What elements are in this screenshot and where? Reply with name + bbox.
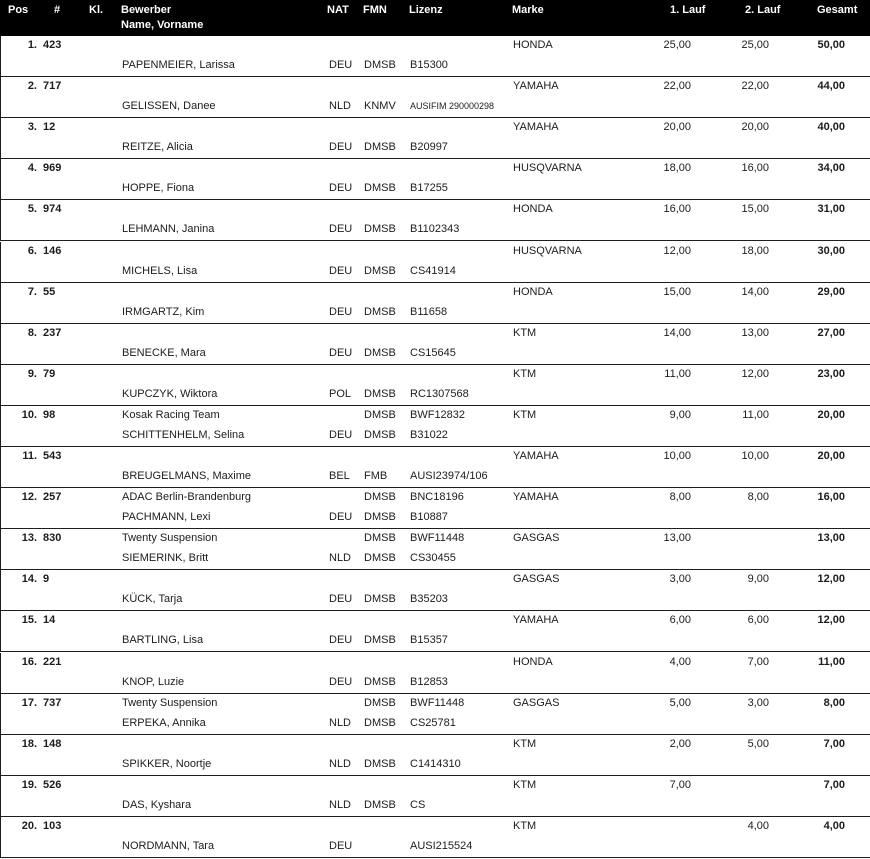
nationality: DEU bbox=[329, 675, 353, 688]
team-license: BNC18196 bbox=[410, 491, 464, 504]
header-race2: 2. Lauf bbox=[745, 4, 781, 16]
rider-fmn: KNMV bbox=[364, 100, 396, 113]
brand: YAMAHA bbox=[513, 80, 559, 93]
rider-name: LEHMANN, Janina bbox=[122, 223, 215, 236]
race1-points: 18,00 bbox=[663, 162, 691, 175]
nationality: NLD bbox=[329, 757, 352, 770]
brand: KTM bbox=[513, 326, 537, 339]
race2-points: 9,00 bbox=[747, 573, 769, 586]
position: 15. bbox=[21, 614, 37, 627]
rider-license: C1414310 bbox=[410, 757, 461, 770]
total-points: 30,00 bbox=[817, 244, 845, 257]
rider-license: B15357 bbox=[410, 634, 448, 647]
table-row bbox=[0, 242, 870, 283]
start-number: 146 bbox=[43, 244, 62, 257]
team-fmn: DMSB bbox=[364, 408, 396, 421]
rider-fmn: DMSB bbox=[364, 182, 396, 195]
rider-name: BENECKE, Mara bbox=[122, 346, 206, 359]
brand: KTM bbox=[513, 408, 537, 421]
position: 20. bbox=[21, 819, 37, 832]
nationality: DEU bbox=[329, 346, 353, 359]
start-number: 717 bbox=[43, 80, 62, 93]
team-fmn: DMSB bbox=[364, 491, 396, 504]
race1-points: 12,00 bbox=[663, 244, 691, 257]
start-number: 830 bbox=[43, 532, 62, 545]
position: 9. bbox=[27, 367, 37, 380]
brand: YAMAHA bbox=[513, 491, 559, 504]
table-row bbox=[0, 653, 870, 694]
rider-license: B10887 bbox=[410, 511, 448, 524]
race2-points: 8,00 bbox=[747, 491, 769, 504]
total-points: 4,00 bbox=[823, 819, 845, 832]
position: 7. bbox=[27, 285, 37, 298]
race1-points: 10,00 bbox=[663, 450, 691, 462]
rider-license: AUSIFIM 290000298 bbox=[410, 101, 495, 112]
rider-name: BARTLING, Lisa bbox=[122, 634, 204, 647]
team-name: Kosak Racing Team bbox=[122, 408, 220, 421]
race1-points: 11,00 bbox=[664, 367, 691, 380]
brand: GASGAS bbox=[513, 532, 560, 545]
position: 3. bbox=[27, 121, 37, 134]
start-number: 237 bbox=[43, 326, 62, 339]
rider-name: HOPPE, Fiona bbox=[122, 182, 195, 195]
rider-fmn: FMB bbox=[364, 470, 388, 482]
rider-fmn: DMSB bbox=[364, 511, 396, 524]
start-number: 14 bbox=[43, 614, 56, 627]
total-points: 11,00 bbox=[818, 655, 845, 668]
header-brand: Marke bbox=[512, 4, 544, 16]
rider-license: B12853 bbox=[410, 675, 448, 688]
nationality: DEU bbox=[329, 141, 353, 154]
table-row bbox=[0, 570, 870, 611]
start-number: 543 bbox=[43, 450, 62, 462]
total-points: 20,00 bbox=[817, 408, 845, 421]
start-number: 103 bbox=[43, 819, 62, 832]
nationality: DEU bbox=[329, 593, 353, 606]
table-row bbox=[0, 776, 870, 817]
race2-points: 5,00 bbox=[747, 737, 769, 750]
race2-points: 22,00 bbox=[741, 80, 769, 93]
race1-points: 6,00 bbox=[669, 614, 691, 627]
nationality: NLD bbox=[329, 798, 352, 811]
race1-points: 14,00 bbox=[663, 326, 691, 339]
position: 12. bbox=[21, 491, 37, 504]
nationality: DEU bbox=[329, 634, 353, 647]
table-row bbox=[0, 283, 870, 324]
nationality: DEU bbox=[329, 59, 353, 71]
rider-license: CS41914 bbox=[410, 264, 456, 277]
brand: YAMAHA bbox=[513, 450, 559, 462]
rider-fmn: DMSB bbox=[364, 757, 396, 770]
total-points: 8,00 bbox=[823, 696, 845, 709]
rider-license: B15300 bbox=[410, 59, 448, 71]
brand: HUSQVARNA bbox=[513, 244, 582, 257]
race1-points: 8,00 bbox=[669, 491, 691, 504]
total-points: 23,00 bbox=[817, 367, 845, 380]
position: 16. bbox=[21, 655, 37, 668]
header-pos: Pos bbox=[8, 4, 29, 16]
start-number: 526 bbox=[43, 778, 62, 791]
rider-license: B31022 bbox=[410, 428, 448, 441]
rider-fmn: DMSB bbox=[364, 593, 396, 606]
team-license: BWF11448 bbox=[410, 696, 465, 709]
total-points: 7,00 bbox=[823, 778, 845, 791]
position: 8. bbox=[27, 326, 37, 339]
rider-fmn: DMSB bbox=[364, 716, 396, 729]
total-points: 12,00 bbox=[817, 614, 845, 627]
rider-name: SPIKKER, Noortje bbox=[122, 757, 212, 770]
rider-license: AUSI23974/106 bbox=[410, 470, 488, 482]
race2-points: 16,00 bbox=[741, 162, 769, 175]
position: 13. bbox=[21, 532, 37, 545]
position: 17. bbox=[21, 696, 37, 709]
rider-license: B17255 bbox=[410, 182, 448, 195]
race2-points: 12,00 bbox=[741, 367, 769, 380]
rider-name: PAPENMEIER, Larissa bbox=[122, 59, 235, 71]
rider-name: ERPEKA, Annika bbox=[122, 716, 206, 729]
rider-name: SCHITTENHELM, Selina bbox=[122, 428, 245, 441]
brand: GASGAS bbox=[513, 573, 560, 586]
total-points: 31,00 bbox=[817, 203, 845, 216]
start-number: 257 bbox=[43, 491, 62, 504]
race1-points: 16,00 bbox=[663, 203, 691, 216]
rider-fmn: DMSB bbox=[364, 346, 396, 359]
rider-license: B11658 bbox=[410, 305, 448, 318]
race1-points: 22,00 bbox=[663, 80, 691, 93]
brand: KTM bbox=[513, 819, 537, 832]
brand: HONDA bbox=[513, 655, 553, 668]
team-license: BWF11448 bbox=[410, 532, 465, 545]
race2-points: 4,00 bbox=[747, 819, 769, 832]
race2-points: 14,00 bbox=[741, 285, 769, 298]
nationality: DEU bbox=[329, 182, 353, 195]
total-points: 27,00 bbox=[817, 326, 845, 339]
rider-name: GELISSEN, Danee bbox=[122, 100, 216, 113]
race1-points: 25,00 bbox=[663, 39, 691, 51]
race2-points: 3,00 bbox=[747, 696, 769, 709]
nationality: DEU bbox=[329, 428, 353, 441]
position: 10. bbox=[21, 408, 37, 421]
team-name: Twenty Suspension bbox=[122, 696, 218, 709]
rider-name: NORDMANN, Tara bbox=[122, 839, 215, 852]
nationality: BEL bbox=[329, 470, 350, 482]
nationality: NLD bbox=[329, 100, 352, 113]
brand: KTM bbox=[513, 367, 537, 380]
race1-points: 13,00 bbox=[663, 532, 691, 545]
results-table-header bbox=[0, 0, 870, 36]
team-fmn: DMSB bbox=[364, 532, 396, 545]
race1-points: 4,00 bbox=[669, 655, 691, 668]
nationality: DEU bbox=[329, 511, 353, 524]
table-row bbox=[0, 735, 870, 776]
brand: YAMAHA bbox=[513, 121, 559, 134]
race2-points: 25,00 bbox=[741, 39, 769, 51]
table-row bbox=[0, 529, 870, 570]
total-points: 40,00 bbox=[817, 121, 845, 134]
rider-license: RC1307568 bbox=[410, 387, 469, 400]
table-row bbox=[0, 324, 870, 365]
rider-name: REITZE, Alicia bbox=[122, 141, 193, 154]
race2-points: 6,00 bbox=[747, 614, 769, 627]
rider-fmn: DMSB bbox=[364, 798, 396, 811]
rider-license: AUSI215524 bbox=[410, 839, 473, 852]
total-points: 34,00 bbox=[817, 162, 845, 175]
start-number: 98 bbox=[43, 408, 56, 421]
race1-points: 3,00 bbox=[669, 573, 691, 586]
race2-points: 11,00 bbox=[742, 408, 769, 421]
team-name: Twenty Suspension bbox=[122, 532, 218, 545]
position: 14. bbox=[21, 573, 37, 586]
race2-points: 15,00 bbox=[741, 203, 769, 216]
position: 6. bbox=[27, 244, 37, 257]
start-number: 12 bbox=[43, 121, 56, 134]
table-row bbox=[0, 406, 870, 447]
race1-points: 7,00 bbox=[669, 778, 691, 791]
rider-fmn: DMSB bbox=[364, 305, 396, 318]
race1-points: 15,00 bbox=[663, 285, 691, 298]
header-fmn: FMN bbox=[363, 4, 387, 16]
position: 5. bbox=[27, 203, 37, 216]
position: 2. bbox=[27, 80, 37, 93]
rider-fmn: DMSB bbox=[364, 387, 396, 400]
rider-license: CS30455 bbox=[410, 552, 456, 565]
rider-fmn: DMSB bbox=[364, 59, 396, 71]
table-row bbox=[0, 118, 870, 159]
start-number: 79 bbox=[43, 367, 56, 380]
brand: YAMAHA bbox=[513, 614, 559, 627]
rider-name: KNOP, Luzie bbox=[122, 675, 185, 688]
brand: HONDA bbox=[513, 39, 553, 51]
race1-points: 2,00 bbox=[669, 737, 691, 750]
rider-fmn: DMSB bbox=[364, 675, 396, 688]
brand: HONDA bbox=[513, 285, 553, 298]
table-row bbox=[0, 365, 870, 406]
total-points: 7,00 bbox=[823, 737, 845, 750]
team-license: BWF12832 bbox=[410, 408, 466, 421]
total-points: 16,00 bbox=[817, 491, 845, 504]
position: 1. bbox=[27, 39, 37, 51]
race2-points: 18,00 bbox=[741, 244, 769, 257]
rider-name: PACHMANN, Lexi bbox=[122, 511, 211, 524]
brand: HONDA bbox=[513, 203, 553, 216]
position: 18. bbox=[21, 737, 37, 750]
start-number: 9 bbox=[43, 573, 50, 586]
rider-name: DAS, Kyshara bbox=[122, 798, 192, 811]
start-number: 969 bbox=[43, 162, 62, 175]
race2-points: 10,00 bbox=[741, 450, 769, 462]
table-row bbox=[0, 200, 870, 241]
race2-points: 7,00 bbox=[747, 655, 769, 668]
table-row bbox=[0, 488, 870, 529]
table-row bbox=[0, 77, 870, 118]
rider-license: B20997 bbox=[410, 141, 448, 154]
table-row bbox=[0, 159, 870, 200]
rider-license: CS bbox=[410, 798, 426, 811]
race2-points: 20,00 bbox=[741, 121, 769, 134]
nationality: NLD bbox=[329, 716, 352, 729]
start-number: 974 bbox=[43, 203, 62, 216]
start-number: 737 bbox=[43, 696, 62, 709]
rider-name: SIEMERINK, Britt bbox=[122, 552, 209, 565]
position: 19. bbox=[21, 778, 37, 791]
table-row bbox=[0, 36, 870, 77]
position: 11. bbox=[22, 450, 37, 462]
total-points: 12,00 bbox=[817, 573, 845, 586]
header-entrant: Bewerber bbox=[121, 4, 172, 16]
header-total: Gesamt bbox=[817, 4, 858, 16]
rider-name: KUPCZYK, Wiktora bbox=[122, 387, 218, 400]
nationality: DEU bbox=[329, 305, 353, 318]
table-row bbox=[0, 611, 870, 652]
total-points: 50,00 bbox=[817, 39, 845, 51]
rider-fmn: DMSB bbox=[364, 141, 396, 154]
start-number: 423 bbox=[43, 39, 62, 51]
race2-points: 13,00 bbox=[741, 326, 769, 339]
rider-license: B35203 bbox=[410, 593, 448, 606]
brand: GASGAS bbox=[513, 696, 560, 709]
rider-name: IRMGARTZ, Kim bbox=[122, 305, 205, 318]
nationality: NLD bbox=[329, 552, 352, 565]
race1-points: 20,00 bbox=[663, 121, 691, 134]
nationality: DEU bbox=[329, 264, 353, 277]
team-name: ADAC Berlin-Brandenburg bbox=[122, 491, 252, 504]
total-points: 20,00 bbox=[817, 450, 845, 462]
nationality: POL bbox=[329, 387, 352, 400]
rider-name: MICHELS, Lisa bbox=[122, 264, 198, 277]
rider-fmn: DMSB bbox=[364, 428, 396, 441]
total-points: 13,00 bbox=[817, 532, 845, 545]
rider-license: B1102343 bbox=[410, 223, 460, 236]
rider-fmn: DMSB bbox=[364, 223, 396, 236]
start-number: 221 bbox=[43, 655, 62, 668]
nationality: DEU bbox=[329, 223, 353, 236]
total-points: 44,00 bbox=[817, 80, 845, 93]
rider-fmn: DMSB bbox=[364, 552, 396, 565]
header-license: Lizenz bbox=[409, 4, 443, 16]
rider-fmn: DMSB bbox=[364, 264, 396, 277]
header-name: Name, Vorname bbox=[121, 19, 204, 31]
total-points: 29,00 bbox=[817, 285, 845, 298]
brand: KTM bbox=[513, 778, 537, 791]
start-number: 148 bbox=[43, 737, 62, 750]
rider-license: CS25781 bbox=[410, 716, 456, 729]
rider-name: KÜCK, Tarja bbox=[122, 593, 183, 606]
header-nat: NAT bbox=[327, 4, 349, 16]
brand: KTM bbox=[513, 737, 537, 750]
start-number: 55 bbox=[43, 285, 56, 298]
table-row bbox=[0, 447, 870, 488]
table-row bbox=[0, 817, 870, 858]
race1-points: 9,00 bbox=[669, 408, 691, 421]
header-number: # bbox=[54, 4, 61, 16]
nationality: DEU bbox=[329, 839, 353, 852]
header-race1: 1. Lauf bbox=[670, 4, 706, 16]
rider-license: CS15645 bbox=[410, 346, 456, 359]
rider-name: BREUGELMANS, Maxime bbox=[122, 470, 251, 482]
rider-fmn: DMSB bbox=[364, 634, 396, 647]
position: 4. bbox=[27, 162, 37, 175]
brand: HUSQVARNA bbox=[513, 162, 582, 175]
team-fmn: DMSB bbox=[364, 696, 396, 709]
table-row bbox=[0, 694, 870, 735]
header-class: Kl. bbox=[89, 4, 104, 16]
race1-points: 5,00 bbox=[669, 696, 691, 709]
